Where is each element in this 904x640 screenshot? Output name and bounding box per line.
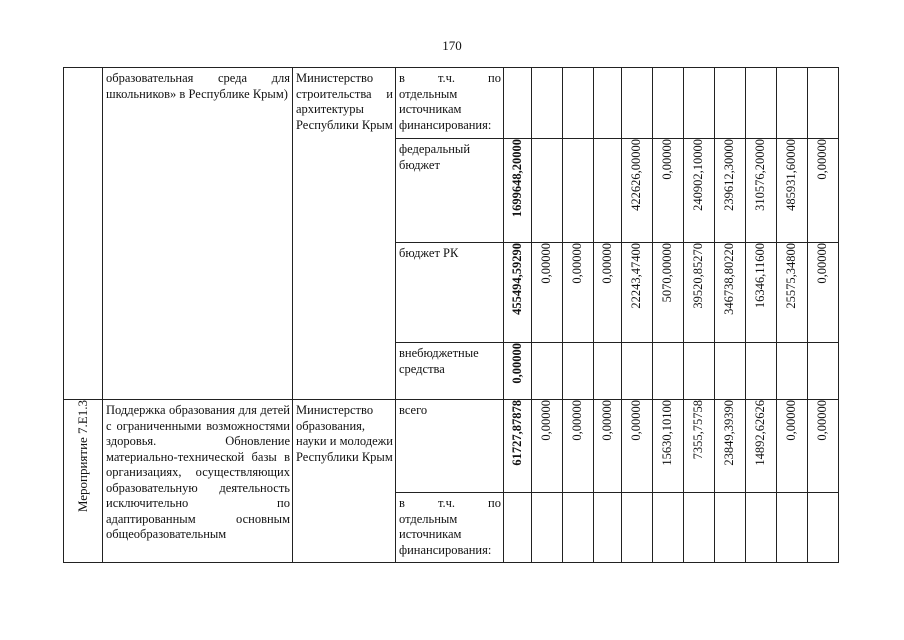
year-amount-cell bbox=[777, 493, 808, 563]
year-amount-cell bbox=[563, 400, 594, 493]
funding-source: в т.ч. по отдельным источникам финансирования: bbox=[399, 71, 501, 132]
measure-description-cell bbox=[103, 400, 293, 563]
year-amount-cell bbox=[808, 139, 839, 243]
year-amount: 422626,00000 bbox=[629, 139, 644, 211]
year-amount-cell bbox=[746, 493, 777, 563]
year-amount-cell bbox=[563, 139, 594, 243]
year-amount: 0,00000 bbox=[660, 139, 675, 180]
year-amount: 310576,20000 bbox=[753, 139, 768, 211]
measure-description: Поддержка образования для детей с ограниченными возможностями здоровья. Обновление материально-технической базы в организациях, осуществляющих образовательную деятельность исключительно по адаптированным основным общеобразовательным bbox=[106, 403, 290, 541]
year-amount-cell bbox=[594, 400, 622, 493]
total-amount-cell bbox=[504, 400, 532, 493]
year-amount: 0,00000 bbox=[629, 400, 644, 441]
year-amount-cell bbox=[715, 343, 746, 400]
year-amount: 7355,75758 bbox=[691, 400, 706, 460]
measure-label: Мероприятие 7.Е1.3 bbox=[75, 400, 91, 513]
year-amount-cell bbox=[746, 400, 777, 493]
year-amount-cell bbox=[808, 400, 839, 493]
measure-description: образовательная среда для школьников» в Республике Крым) bbox=[106, 71, 290, 101]
measure-label-cell bbox=[64, 68, 103, 400]
funding-source: в т.ч. по отдельным источникам финансирования: bbox=[399, 496, 501, 557]
year-amount: 14892,62626 bbox=[753, 400, 768, 466]
executor-cell bbox=[293, 400, 396, 563]
year-amount-cell bbox=[777, 400, 808, 493]
year-amount-cell bbox=[622, 400, 653, 493]
year-amount-cell bbox=[684, 139, 715, 243]
executor-name: Министерство строительства и архитектуры Республики Крым bbox=[296, 71, 393, 132]
year-amount-cell bbox=[563, 68, 594, 139]
total-amount: 1699648,20000 bbox=[509, 139, 524, 218]
year-amount-cell bbox=[777, 343, 808, 400]
executor-name: Министерство образования, науки и молодежи Республики Крым bbox=[296, 403, 393, 464]
funding-source-cell bbox=[396, 343, 504, 400]
year-amount: 16346,11600 bbox=[753, 243, 768, 309]
total-amount: 61727,87878 bbox=[509, 400, 524, 466]
year-amount-cell bbox=[532, 139, 563, 243]
year-amount-cell bbox=[594, 493, 622, 563]
funding-source: федеральный бюджет bbox=[399, 142, 471, 172]
year-amount-cell bbox=[622, 139, 653, 243]
year-amount-cell bbox=[777, 139, 808, 243]
total-amount-cell bbox=[504, 243, 532, 343]
year-amount-cell bbox=[715, 68, 746, 139]
year-amount-cell bbox=[653, 68, 684, 139]
year-amount-cell bbox=[715, 139, 746, 243]
year-amount: 22243,47400 bbox=[629, 243, 644, 309]
year-amount-cell bbox=[684, 243, 715, 343]
page-number: 170 bbox=[442, 38, 462, 53]
year-amount: 5070,00000 bbox=[660, 243, 675, 303]
total-amount: 455494,59290 bbox=[509, 243, 524, 315]
year-amount-cell bbox=[808, 68, 839, 139]
measure-label-cell bbox=[64, 400, 103, 563]
year-amount-cell bbox=[532, 400, 563, 493]
year-amount-cell bbox=[746, 68, 777, 139]
funding-source-cell bbox=[396, 243, 504, 343]
year-amount-cell bbox=[746, 139, 777, 243]
year-amount-cell bbox=[622, 343, 653, 400]
year-amount: 0,00000 bbox=[815, 139, 830, 180]
year-amount-cell bbox=[563, 493, 594, 563]
executor-cell bbox=[293, 68, 396, 400]
year-amount-cell bbox=[532, 493, 563, 563]
year-amount-cell bbox=[532, 343, 563, 400]
year-amount-cell bbox=[653, 139, 684, 243]
funding-source-cell bbox=[396, 68, 504, 139]
year-amount-cell bbox=[594, 68, 622, 139]
total-amount-cell bbox=[504, 343, 532, 400]
year-amount-cell bbox=[653, 400, 684, 493]
funding-source-cell bbox=[396, 493, 504, 563]
year-amount-cell bbox=[594, 139, 622, 243]
year-amount: 0,00000 bbox=[815, 400, 830, 441]
year-amount-cell bbox=[808, 493, 839, 563]
year-amount: 346738,80220 bbox=[722, 243, 737, 315]
year-amount: 0,00000 bbox=[815, 243, 830, 284]
year-amount: 0,00000 bbox=[570, 400, 585, 441]
funding-source-cell bbox=[396, 400, 504, 493]
year-amount: 239612,30000 bbox=[722, 139, 737, 211]
year-amount-cell bbox=[715, 493, 746, 563]
funding-source: бюджет РК bbox=[399, 246, 459, 260]
funding-source: внебюджетные средства bbox=[399, 346, 479, 376]
measure-description-cell bbox=[103, 68, 293, 400]
year-amount-cell bbox=[532, 68, 563, 139]
total-amount-cell bbox=[504, 68, 532, 139]
year-amount-cell bbox=[563, 343, 594, 400]
budget-table bbox=[63, 67, 839, 563]
year-amount: 0,00000 bbox=[784, 400, 799, 441]
year-amount: 485931,60000 bbox=[784, 139, 799, 211]
year-amount-cell bbox=[777, 243, 808, 343]
year-amount-cell bbox=[653, 343, 684, 400]
year-amount-cell bbox=[684, 400, 715, 493]
year-amount: 23849,39390 bbox=[722, 400, 737, 466]
year-amount: 0,00000 bbox=[570, 243, 585, 284]
year-amount-cell bbox=[808, 243, 839, 343]
year-amount-cell bbox=[777, 68, 808, 139]
year-amount-cell bbox=[808, 343, 839, 400]
year-amount-cell bbox=[684, 68, 715, 139]
year-amount: 240902,10000 bbox=[691, 139, 706, 211]
year-amount: 0,00000 bbox=[599, 243, 614, 284]
year-amount-cell bbox=[594, 343, 622, 400]
year-amount-cell bbox=[684, 493, 715, 563]
year-amount-cell bbox=[746, 343, 777, 400]
total-amount-cell bbox=[504, 139, 532, 243]
year-amount-cell bbox=[715, 400, 746, 493]
year-amount: 25575,34800 bbox=[784, 243, 799, 309]
total-amount: 0,00000 bbox=[509, 343, 524, 384]
funding-source: всего bbox=[399, 403, 428, 417]
table-row bbox=[64, 68, 839, 139]
total-amount-cell bbox=[504, 493, 532, 563]
funding-source-cell bbox=[396, 139, 504, 243]
year-amount-cell bbox=[653, 493, 684, 563]
year-amount: 39520,85270 bbox=[691, 243, 706, 309]
year-amount-cell bbox=[622, 68, 653, 139]
year-amount-cell bbox=[622, 493, 653, 563]
year-amount: 0,00000 bbox=[539, 243, 554, 284]
year-amount-cell bbox=[532, 243, 563, 343]
year-amount: 0,00000 bbox=[599, 400, 614, 441]
table-row bbox=[64, 400, 839, 493]
year-amount: 0,00000 bbox=[539, 400, 554, 441]
year-amount-cell bbox=[594, 243, 622, 343]
year-amount-cell bbox=[563, 243, 594, 343]
year-amount-cell bbox=[715, 243, 746, 343]
year-amount: 15630,10100 bbox=[660, 400, 675, 466]
year-amount-cell bbox=[684, 343, 715, 400]
year-amount-cell bbox=[622, 243, 653, 343]
year-amount-cell bbox=[653, 243, 684, 343]
year-amount-cell bbox=[746, 243, 777, 343]
